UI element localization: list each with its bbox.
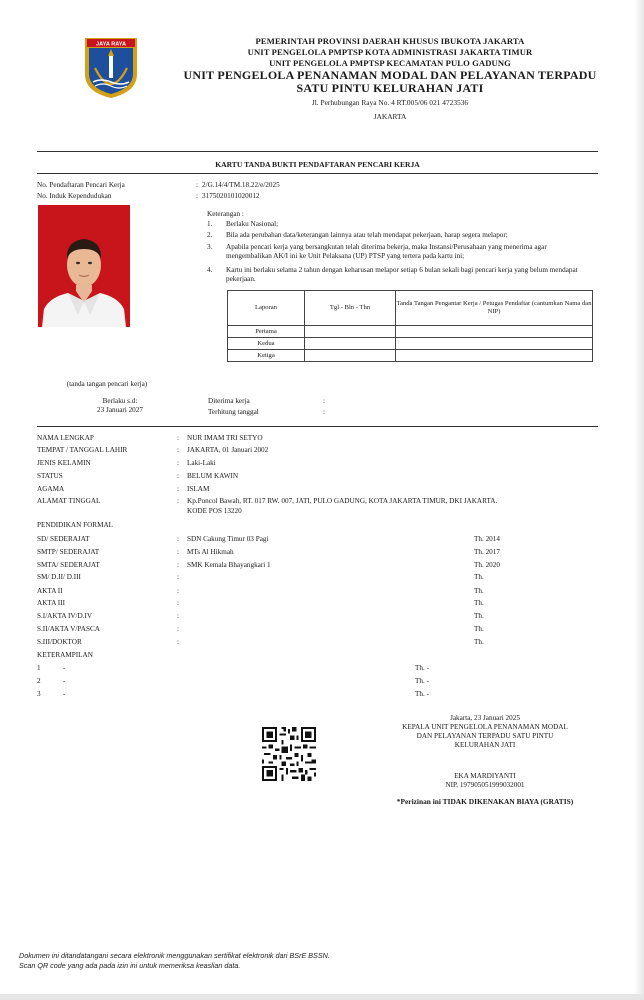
page-edge-shadow bbox=[0, 994, 644, 1000]
page-edge-shadow bbox=[634, 0, 644, 1000]
education-year: Th. bbox=[474, 638, 484, 646]
skill-number: 2 bbox=[37, 677, 41, 685]
footer-line: Dokumen ini ditandatangani secara elektronik menggunakan sertifikat elektronik dari BSrE BSSN. bbox=[19, 951, 330, 960]
person-portrait-icon bbox=[38, 205, 130, 327]
letterhead-line4: UNIT PENGELOLA PENANAMAN MODAL DAN PELAYANAN TERPADU bbox=[183, 68, 597, 82]
birth-value: JAKARTA, 01 Januari 2002 bbox=[187, 446, 269, 454]
address-value-postal: KODE POS 13220 bbox=[187, 507, 242, 515]
colon: : bbox=[177, 497, 179, 505]
nik-label: No. Induk Kependudukan bbox=[37, 192, 112, 200]
notes-item bbox=[207, 243, 592, 261]
colon: : bbox=[196, 192, 198, 200]
skills-title: KETERAMPILAN bbox=[37, 651, 93, 659]
education-label: S.III/DOKTOR bbox=[37, 638, 82, 646]
notes-item-number: 4. bbox=[207, 266, 213, 274]
report-table-header: Tanda Tangan Pengantar Kerja / Petugas Pendaftar (cantumkan Nama dan NIP) bbox=[396, 291, 593, 326]
colon: : bbox=[177, 446, 179, 454]
document-title: KARTU TANDA BUKTI PENDAFTARAN PENCARI KERJA bbox=[215, 160, 420, 169]
status-value: BELUM KAWIN bbox=[187, 472, 239, 480]
education-value: SDN Cakung Timur 03 Pagi bbox=[187, 535, 269, 543]
jakarta-emblem-icon bbox=[79, 34, 143, 100]
signature-place-date: Jakarta, 23 Januari 2025 bbox=[450, 714, 520, 722]
colon: : bbox=[177, 548, 179, 556]
letterhead-line4b: SATU PINTU KELURAHAN JATI bbox=[296, 81, 484, 95]
skill-year: Th. - bbox=[415, 664, 429, 672]
accepted-work-label: Diterima kerja bbox=[208, 397, 250, 405]
free-of-charge-note: *Perizinan ini TIDAK DIKENAKAN BIAYA (GRATIS) bbox=[396, 797, 574, 806]
colon: : bbox=[177, 587, 179, 595]
colon: : bbox=[323, 397, 325, 405]
valid-until bbox=[70, 397, 170, 415]
footer-line: Scan QR code yang ada pada izin ini untuk memeriksa keaslian data. bbox=[19, 961, 241, 970]
education-title: PENDIDIKAN FORMAL bbox=[37, 521, 114, 529]
logo-text: JAYA RAYA bbox=[95, 41, 127, 48]
letterhead-line1: PEMERINTAH PROVINSI DAERAH KHUSUS IBUKOTA JAKARTA bbox=[255, 36, 525, 46]
report-table-row-label: Ketiga bbox=[228, 350, 305, 362]
education-label: SD/ SEDERAJAT bbox=[37, 535, 90, 543]
signature-position: KEPALA UNIT PENGELOLA PENANAMAN MODAL bbox=[402, 723, 568, 731]
birth-label: TEMPAT / TANGGAL LAHIR bbox=[37, 446, 128, 454]
skill-number: 1 bbox=[37, 664, 41, 672]
colon: : bbox=[196, 181, 198, 189]
qr-code-icon[interactable] bbox=[262, 727, 316, 781]
education-year: Th. 2014 bbox=[474, 535, 500, 543]
notes-item-text: Apabila pencari kerja yang bersangkutan telah diterima bekerja, maka Instansi/Perusahaan yang menerima agar mengembalikan AK/I ini ke Unit Pelaksana (UP) PTSP yang tertera pada kartu ini; bbox=[226, 243, 547, 260]
skill-value: - bbox=[63, 690, 66, 698]
education-value: MTs Al Hikmah bbox=[187, 548, 234, 556]
signature-position: DAN PELAYANAN TERPADU SATU PINTU bbox=[416, 732, 554, 740]
registration-number-value: 2/G.14/4/TM.18.22/e/2025 bbox=[202, 181, 280, 189]
skill-year: Th. - bbox=[415, 690, 429, 698]
notes-item-number: 2. bbox=[207, 231, 213, 239]
education-year: Th. 2020 bbox=[474, 561, 500, 569]
colon: : bbox=[177, 599, 179, 607]
education-year: Th. bbox=[474, 573, 484, 581]
notes-item bbox=[207, 231, 592, 240]
letterhead-line2: UNIT PENGELOLA PMPTSP KOTA ADMINISTRASI JAKARTA TIMUR bbox=[247, 47, 533, 57]
colon: : bbox=[177, 535, 179, 543]
report-table bbox=[227, 290, 593, 362]
letterhead bbox=[160, 36, 620, 122]
report-table-cell bbox=[396, 338, 593, 350]
letterhead-line3: UNIT PENGELOLA PMPTSP KECAMATAN PULO GADUNG bbox=[269, 58, 511, 68]
report-table-cell bbox=[396, 326, 593, 338]
colon: : bbox=[323, 408, 325, 416]
report-table-header: Tgl - Bln - Thn bbox=[305, 291, 396, 326]
divider bbox=[37, 173, 598, 174]
footer-note bbox=[19, 951, 330, 971]
notes-item-number: 3. bbox=[207, 243, 213, 251]
address-label: ALAMAT TINGGAL bbox=[37, 497, 101, 505]
skill-value: - bbox=[63, 664, 66, 672]
notes-item bbox=[207, 220, 592, 229]
applicant-photo bbox=[38, 205, 130, 327]
valid-until-label: Berlaku s.d: bbox=[102, 397, 138, 405]
signature-block bbox=[372, 714, 598, 790]
education-label: SMTP/ SEDERAJAT bbox=[37, 548, 100, 556]
report-table-header: Laporan bbox=[228, 291, 305, 326]
colon: : bbox=[177, 459, 179, 467]
report-table-cell bbox=[305, 338, 396, 350]
report-table-row-label: Kedua bbox=[228, 338, 305, 350]
colon: : bbox=[177, 625, 179, 633]
letterhead-city: JAKARTA bbox=[373, 112, 407, 121]
signature-caption: (tanda tangan pencari kerja) bbox=[66, 380, 148, 388]
name-value: NUR IMAM TRI SETYO bbox=[187, 434, 263, 442]
colon: : bbox=[177, 485, 179, 493]
colon: : bbox=[177, 472, 179, 480]
education-label: S.I/AKTA IV/D.IV bbox=[37, 612, 93, 620]
name-label: NAMA LENGKAP bbox=[37, 434, 94, 442]
skill-value: - bbox=[63, 677, 66, 685]
colon: : bbox=[177, 612, 179, 620]
notes-item-number: 1. bbox=[207, 220, 213, 228]
colon: : bbox=[177, 434, 179, 442]
report-table-cell bbox=[305, 326, 396, 338]
report-table-cell bbox=[305, 350, 396, 362]
divider bbox=[37, 426, 598, 427]
start-date-label: Terhitung tanggal bbox=[208, 408, 259, 416]
education-label: SM/ D.II/ D.III bbox=[37, 573, 81, 581]
status-label: STATUS bbox=[37, 472, 63, 480]
report-table-row-label: Pertama bbox=[228, 326, 305, 338]
religion-label: AGAMA bbox=[37, 485, 65, 493]
signature-nip: NIP. 197905051999032001 bbox=[445, 781, 525, 789]
education-year: Th. bbox=[474, 587, 484, 595]
education-value: SMK Kemala Bhayangkari 1 bbox=[187, 561, 271, 569]
signature-name: EKA MARDIYANTI bbox=[454, 772, 516, 780]
notes-item-text: Bila ada perubahan data/keterangan lainnya atau telah mendapat pekerjaan, harap segera melapor; bbox=[226, 231, 508, 239]
report-table-cell bbox=[396, 350, 593, 362]
address-value: Kp.Poncol Bawah, RT. 017 RW. 007, JATI, PULO GADUNG, KOTA JAKARTA TIMUR, DKI JAKARTA. bbox=[187, 497, 498, 505]
education-year: Th. bbox=[474, 599, 484, 607]
gender-value: Laki-Laki bbox=[187, 459, 216, 467]
valid-until-value: 23 Januari 2027 bbox=[97, 406, 143, 414]
gender-label: JENIS KELAMIN bbox=[37, 459, 91, 467]
colon: : bbox=[177, 638, 179, 646]
nik-value: 3175020101020012 bbox=[202, 192, 260, 200]
education-label: AKTA II bbox=[37, 587, 63, 595]
notes-title: Keterangan : bbox=[207, 210, 244, 218]
education-label: S.II/AKTA V/PASCA bbox=[37, 625, 100, 633]
colon: : bbox=[177, 573, 179, 581]
education-year: Th. bbox=[474, 625, 484, 633]
skill-year: Th. - bbox=[415, 677, 429, 685]
signature-position: KELURAHAN JATI bbox=[454, 741, 516, 749]
notes-item-text: Berlaku Nasional; bbox=[226, 220, 279, 228]
notes-item-text: Kartu ini berlaku selama 2 tahun dengan keharusan melapor setiap 6 bulan sekali bagi pencari kerja yang belum mendapat pekerjaan. bbox=[226, 266, 578, 283]
skill-number: 3 bbox=[37, 690, 41, 698]
religion-value: ISLAM bbox=[187, 485, 210, 493]
education-label: SMTA/ SEDERAJAT bbox=[37, 561, 100, 569]
colon: : bbox=[177, 561, 179, 569]
letterhead-address: Jl. Perhubungan Raya No. 4 RT.005/06 021 4723536 bbox=[311, 98, 469, 107]
education-label: AKTA III bbox=[37, 599, 65, 607]
divider bbox=[37, 151, 598, 152]
registration-number-label: No. Pendaftaran Pencari Kerja bbox=[37, 181, 125, 189]
education-year: Th. bbox=[474, 612, 484, 620]
education-year: Th. 2017 bbox=[474, 548, 500, 556]
notes-item bbox=[207, 266, 592, 284]
